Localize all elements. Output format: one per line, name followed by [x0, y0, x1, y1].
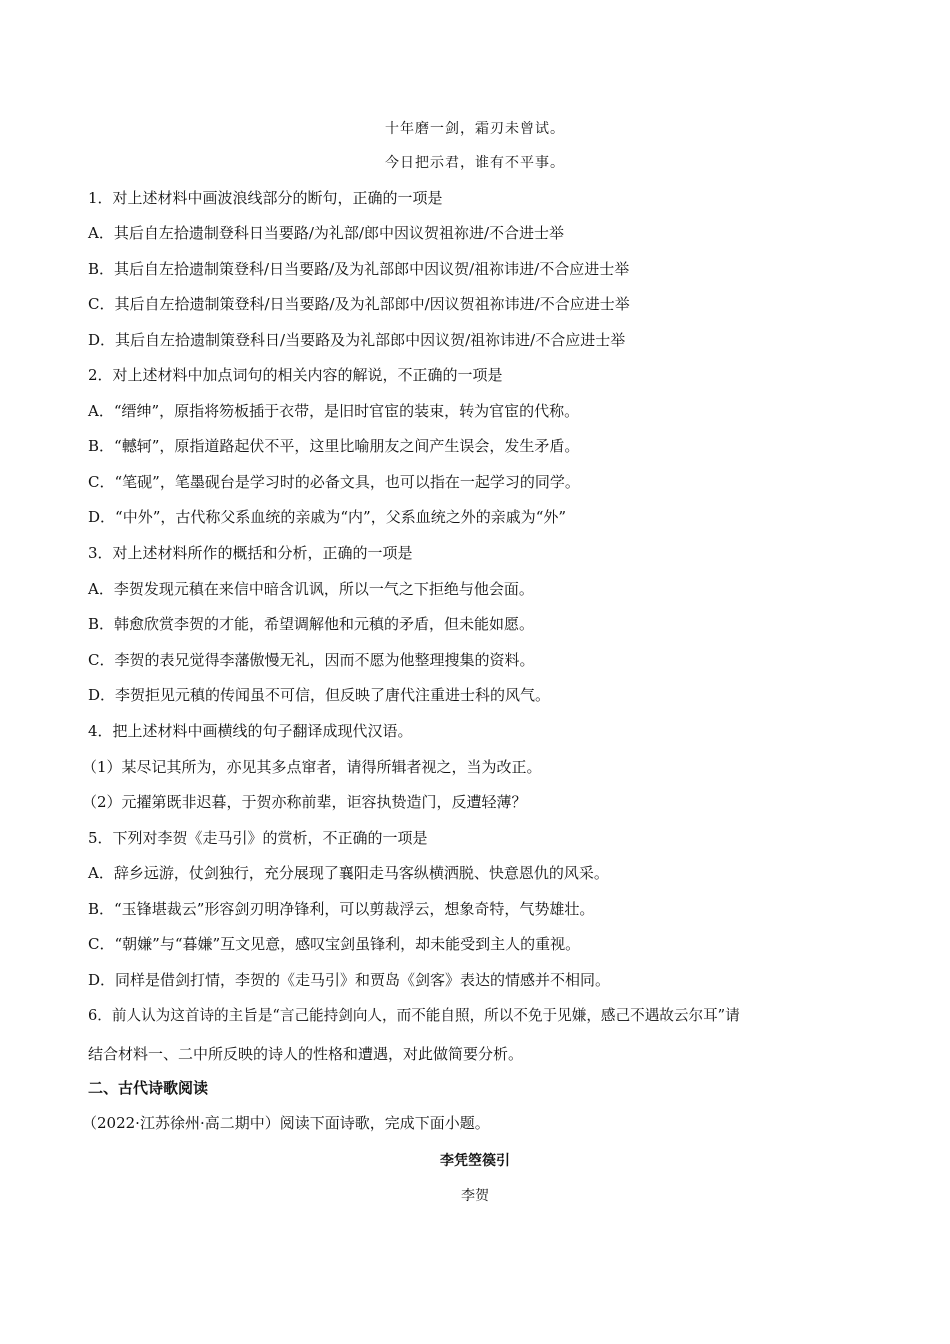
question-3-option-a: A．李贺发现元稹在来信中暗含讥讽，所以一气之下拒绝与他会面。: [88, 580, 534, 598]
question-5-option-d: D．同样是借剑打情，李贺的《走马引》和贾岛《剑客》表达的情感并不相同。: [88, 971, 611, 989]
question-1-option-d: D．其后自左拾遗制策登科日/当要路及为礼部郎中因议贺/祖祢讳进/不合应进士举: [88, 331, 626, 349]
question-1-stem: 1．对上述材料中画波浪线部分的断句，正确的一项是: [88, 189, 443, 207]
question-2-option-d: D．“中外”，古代称父系血统的亲戚为“内”，父系血统之外的亲戚为“外”: [88, 508, 567, 526]
poem-author: 李贺: [461, 1188, 489, 1204]
question-4-stem: 4．把上述材料中画横线的句子翻译成现代汉语。: [88, 722, 413, 740]
section-heading: 二、古代诗歌阅读: [88, 1079, 209, 1097]
question-2-option-c: C．“笔砚”，笔墨砚台是学习时的必备文具，也可以指在一起学习的同学。: [88, 473, 580, 491]
poem-title: 李凭箜篌引: [440, 1153, 510, 1169]
question-5-option-a: A．辞乡远游，仗剑独行，充分展现了襄阳走马客纵横洒脱、快意恩仇的风采。: [88, 864, 609, 882]
question-4-sentence-2: （2）元擢第既非迟暮，于贺亦称前辈，讵容执贽造门，反遭轻薄？: [82, 793, 527, 811]
question-5-stem: 5．下列对李贺《走马引》的赏析，不正确的一项是: [88, 829, 428, 847]
question-5-option-b: B．“玉锋堪裁云”形容剑刃明净锋利，可以剪裁浮云，想象奇特，气势雄壮。: [88, 900, 595, 918]
poem-line-1: 十年磨一剑，霜刃未曾试。: [385, 121, 565, 137]
question-2-stem: 2．对上述材料中加点词句的相关内容的解说，不正确的一项是: [88, 366, 503, 384]
section-intro: （2022·江苏徐州·高二期中）阅读下面诗歌，完成下面小题。: [82, 1114, 490, 1132]
question-2-option-a: A．“缙绅”，原指将笏板插于衣带，是旧时官宦的装束，转为官宦的代称。: [88, 402, 580, 420]
question-4-sentence-1: （1）某尽记其所为，亦见其多点窜者，请得所辑者视之，当为改正。: [82, 758, 542, 776]
question-3-option-c: C．李贺的表兄觉得李藩傲慢无礼，因而不愿为他整理搜集的资料。: [88, 651, 535, 669]
question-3-option-d: D．李贺拒见元稹的传闻虽不可信，但反映了唐代注重进士科的风气。: [88, 686, 551, 704]
question-6-line-1: 6．前人认为这首诗的主旨是“言己能持剑向人，而不能自照，所以不免于见嫌，感己不遇故云尔耳”请: [88, 1007, 740, 1024]
question-1-option-c: C．其后自左拾遗制策登科/日当要路/及为礼部郎中/因议贺祖祢讳进/不合应进士举: [88, 295, 630, 313]
question-3-stem: 3．对上述材料所作的概括和分析，正确的一项是: [88, 544, 413, 562]
question-1-option-b: B．其后自左拾遗制策登科/日当要路/及为礼部郎中因议贺/祖祢讳进/不合应进士举: [88, 260, 630, 278]
question-3-option-b: B．韩愈欣赏李贺的才能，希望调解他和元稹的矛盾，但未能如愿。: [88, 615, 535, 633]
question-1-option-a: A．其后自左拾遗制登科日当要路/为礼部/郎中因议贺祖祢进/不合进士举: [88, 224, 564, 242]
question-5-option-c: C．“朝嫌”与“暮嫌”互文见意，感叹宝剑虽锋利，却未能受到主人的重视。: [88, 935, 581, 953]
question-2-option-b: B．“轗轲”，原指道路起伏不平，这里比喻朋友之间产生误会，发生矛盾。: [88, 437, 580, 455]
question-6-line-2: 结合材料一、二中所反映的诗人的性格和遭遇，对此做简要分析。: [88, 1045, 524, 1063]
poem-line-2: 今日把示君，谁有不平事。: [385, 155, 565, 171]
